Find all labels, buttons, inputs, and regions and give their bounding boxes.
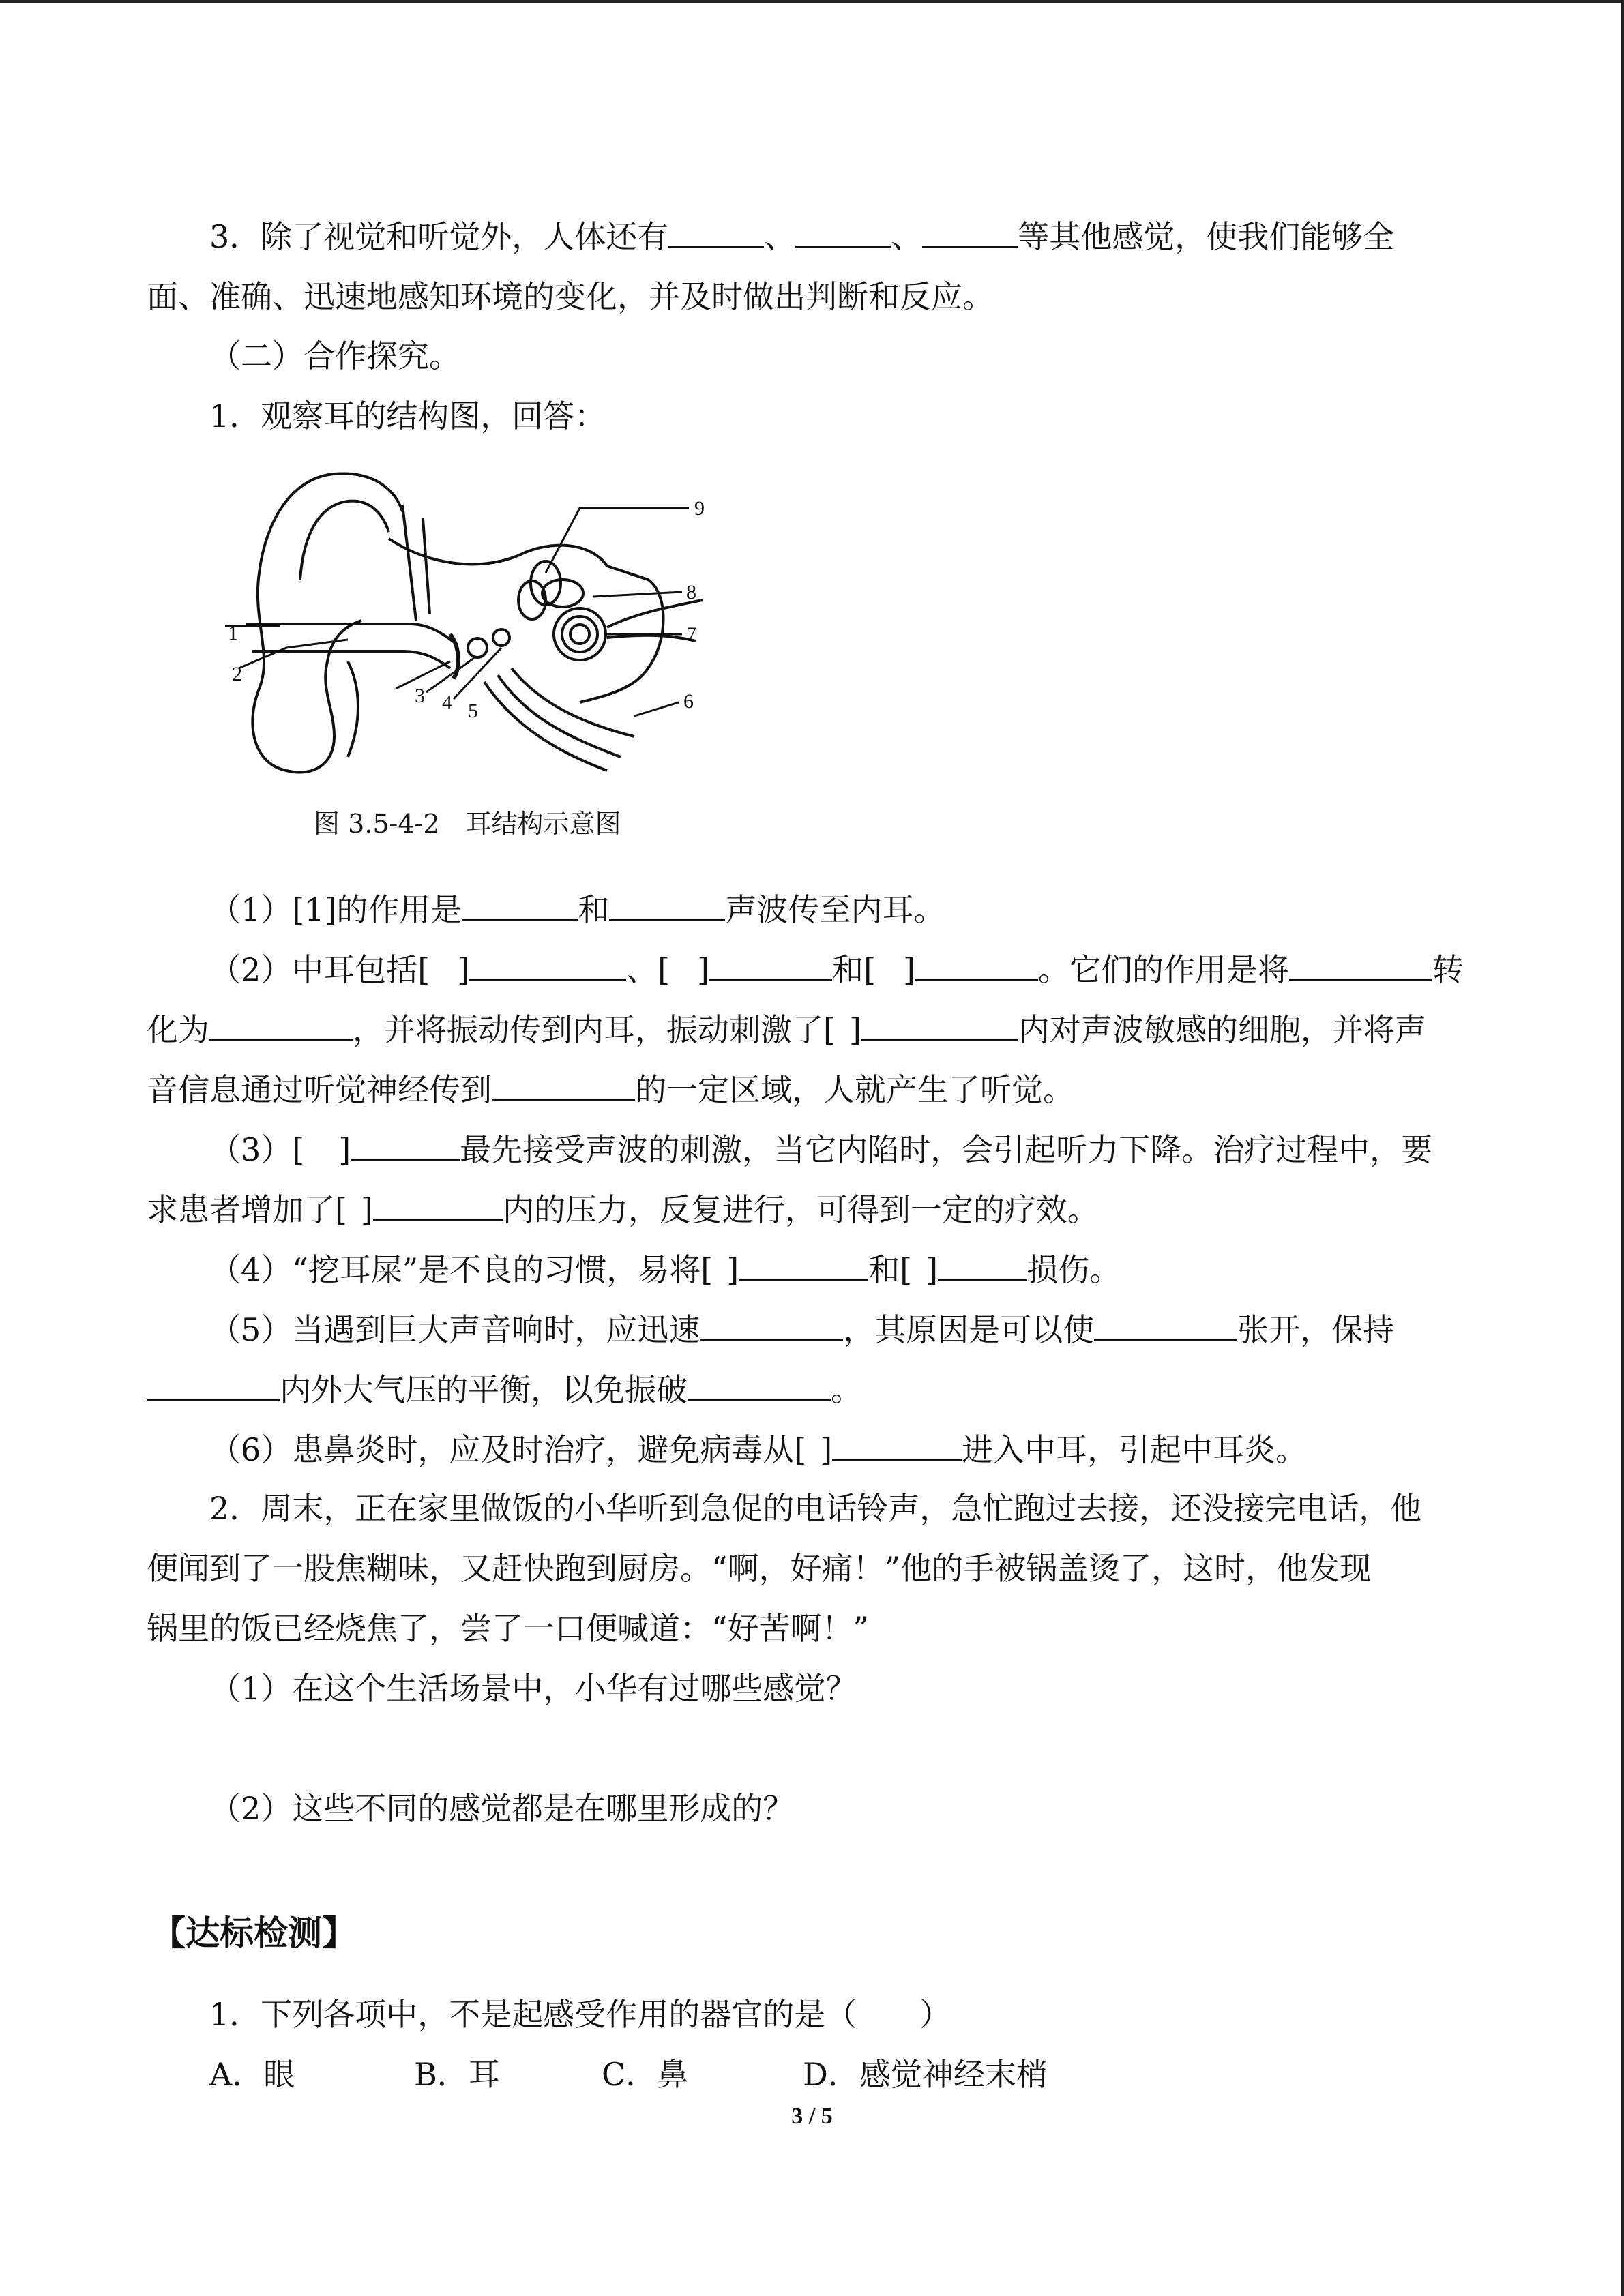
text: 损伤。 — [1027, 1251, 1121, 1288]
answer-blank[interactable] — [351, 1128, 460, 1161]
ear-structure-diagram — [225, 464, 798, 777]
sub-question-2-line-2 — [147, 1008, 1483, 1050]
text: 、[ — [626, 951, 670, 988]
text: ] — [820, 1431, 833, 1468]
answer-blank[interactable] — [795, 215, 891, 248]
check-question-1: 1．下列各项中，不是起感受作用的器官的是（ ） — [209, 1996, 951, 2033]
text: （6）患鼻炎时，应及时治疗，避免病毒从[ — [209, 1431, 807, 1468]
answer-blank[interactable] — [938, 1248, 1027, 1281]
answer-blank[interactable] — [1289, 948, 1432, 981]
answer-blank[interactable] — [915, 948, 1038, 981]
task-1-title: 1．观察耳的结构图，回答： — [209, 398, 606, 434]
text: ] — [848, 1011, 861, 1048]
section-cooperative-inquiry: （二）合作探究。 — [209, 338, 460, 374]
text: 音信息通过听觉神经传到 — [147, 1071, 492, 1108]
text: 张开，保持 — [1237, 1311, 1395, 1348]
task-2-line-1: 2．周末，正在家里做饭的小华听到急促的电话铃声，急忙跑过去接，还没接完电话，他 — [209, 1490, 1422, 1527]
sub-question-5-line-1 — [209, 1308, 1546, 1350]
text: ] — [338, 1131, 351, 1168]
label-2: 2 — [232, 663, 242, 685]
ossicle — [468, 638, 487, 657]
text: 声波传至内耳。 — [725, 891, 945, 928]
pinna-outline — [252, 473, 402, 771]
option-c[interactable]: C．鼻 — [602, 2056, 689, 2093]
page-top-border — [0, 0, 1624, 3]
check-question-1-options — [209, 2054, 1546, 2095]
text: 转 — [1432, 951, 1464, 988]
text: 最先接受声波的刺激，当它内陷时，会引起听力下降。治疗过程中，要 — [460, 1131, 1433, 1168]
text: ] — [926, 1251, 939, 1288]
answer-blank[interactable] — [861, 1008, 1018, 1041]
eustachian-tube — [484, 682, 607, 771]
sub-question-4 — [209, 1248, 1546, 1290]
page-right-border — [1621, 0, 1624, 2296]
option-a[interactable]: A．眼 — [209, 2056, 295, 2093]
answer-blank[interactable] — [147, 1368, 280, 1401]
question-3-line-2: 面、准确、迅速地感知环境的变化，并及时做出判断和反应。 — [147, 278, 994, 315]
text: ，并将振动传到内耳，振动刺激了[ — [353, 1011, 836, 1048]
answer-blank[interactable] — [922, 215, 1018, 248]
text: ] — [360, 1191, 373, 1228]
text: 和 — [578, 891, 610, 928]
text: 内对声波敏感的细胞，并将声 — [1018, 1011, 1426, 1048]
text: 化为 — [147, 1011, 209, 1048]
sub-question-5-line-2 — [147, 1368, 1483, 1410]
text: 和[ — [832, 951, 876, 988]
label-9: 9 — [694, 497, 705, 520]
task-2-line-2: 便闻到了一股焦糊味，又赶快跑到厨房。“啊，好痛！”他的手被锅盖烫了，这时，他发现 — [147, 1550, 1372, 1587]
label-8: 8 — [686, 581, 696, 603]
text: 内外大气压的平衡，以免振破 — [280, 1371, 688, 1408]
text: ] — [726, 1251, 739, 1288]
text: 和[ — [868, 1251, 913, 1288]
option-b[interactable]: B．耳 — [414, 2056, 500, 2093]
answer-blank[interactable] — [700, 1308, 843, 1341]
sub-question-3-line-1 — [209, 1128, 1546, 1170]
text: 求患者增加了[ — [147, 1191, 347, 1228]
answer-blank[interactable] — [462, 888, 578, 921]
text: （5）当遇到巨大声音响时，应迅速 — [209, 1311, 700, 1348]
answer-blank[interactable] — [668, 215, 764, 248]
text: 。它们的作用是将 — [1037, 951, 1289, 988]
text: ，其原因是可以使 — [843, 1311, 1095, 1348]
sub-question-2-line-1 — [209, 948, 1546, 990]
sub-question-2-line-3 — [147, 1068, 1483, 1110]
option-d[interactable]: D．感觉神经末梢 — [803, 2056, 1048, 2093]
sub-question-1 — [209, 888, 1546, 930]
text: （1）[1]的作用是 — [209, 891, 462, 928]
text: ] — [903, 951, 915, 988]
text: （3）[ — [209, 1131, 305, 1168]
label-3: 3 — [415, 685, 425, 707]
label-5: 5 — [468, 700, 478, 722]
answer-blank[interactable] — [209, 1008, 353, 1041]
figure-caption: 图 3.5-4-2 耳结构示意图 — [314, 809, 621, 839]
sub-question-6 — [209, 1428, 1546, 1470]
text: （4）“挖耳屎”是不良的习惯，易将[ — [209, 1251, 713, 1288]
label-6: 6 — [683, 690, 694, 713]
page-number: 3 / 5 — [791, 2104, 833, 2129]
text: ] — [457, 951, 470, 988]
answer-blank[interactable] — [492, 1068, 635, 1101]
section-heading-check: 【达标检测】 — [151, 1913, 356, 1953]
text: 、 — [764, 218, 796, 255]
task-2-question-2: （2）这些不同的感觉都是在哪里形成的？ — [209, 1790, 795, 1827]
label-4: 4 — [442, 691, 452, 714]
text: 进入中耳，引起中耳炎。 — [962, 1431, 1308, 1468]
text: ] — [697, 951, 710, 988]
answer-blank[interactable] — [832, 1428, 962, 1461]
answer-blank[interactable] — [688, 1368, 831, 1401]
answer-blank[interactable] — [709, 948, 832, 981]
text: 、 — [891, 218, 923, 255]
answer-blank[interactable] — [1094, 1308, 1237, 1341]
ossicle — [493, 629, 510, 646]
text: （2）中耳包括[ — [209, 951, 430, 988]
answer-blank[interactable] — [609, 888, 725, 921]
label-7: 7 — [686, 623, 696, 646]
answer-blank[interactable] — [469, 948, 626, 981]
text: 等其他感觉，使我们能够全 — [1018, 218, 1395, 255]
text: 内的压力，反复进行，可得到一定的疗效。 — [502, 1191, 1099, 1228]
answer-blank[interactable] — [373, 1188, 503, 1221]
text: 。 — [831, 1371, 862, 1408]
task-2-line-3: 锅里的饭已经烧焦了，尝了一口便喊道：“好苦啊！” — [147, 1610, 870, 1647]
task-2-question-1: （1）在这个生活场景中，小华有过哪些感觉？ — [209, 1670, 857, 1707]
text: 3．除了视觉和听觉外，人体还有 — [209, 218, 669, 255]
text: 的一定区域，人就产生了听觉。 — [635, 1071, 1074, 1108]
sub-question-3-line-2 — [147, 1188, 1483, 1230]
label-1: 1 — [228, 622, 238, 644]
question-3-line-1 — [147, 215, 1483, 257]
answer-blank[interactable] — [739, 1248, 868, 1281]
